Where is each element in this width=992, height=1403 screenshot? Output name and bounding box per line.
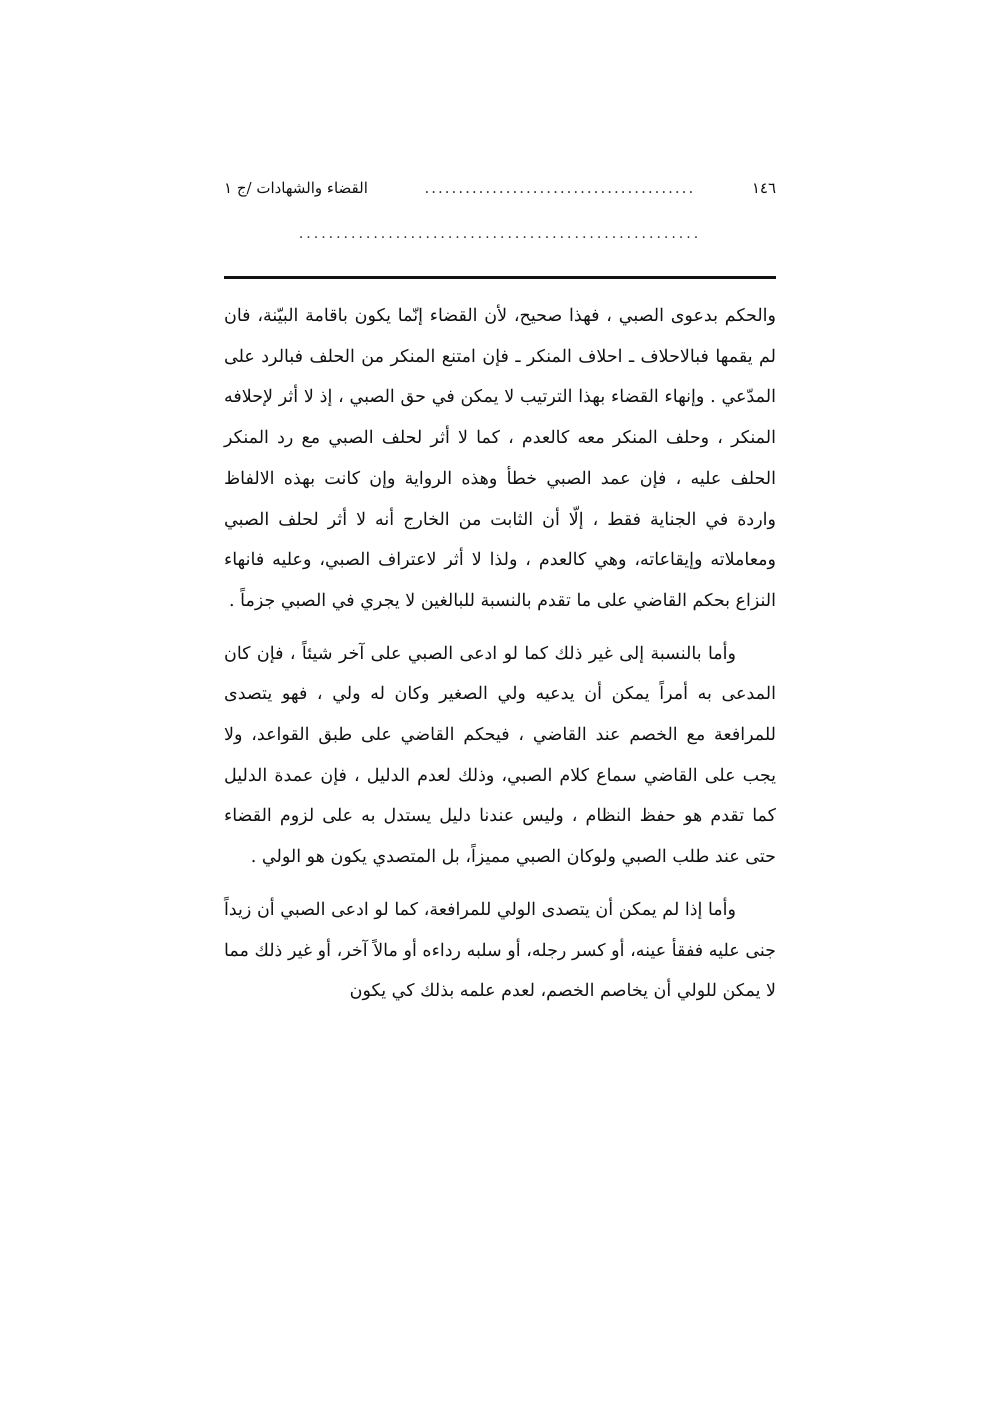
- header-dot-leader: ........................................: [424, 179, 696, 197]
- body-text: [224, 296, 776, 1012]
- page-number: ١٤٦: [751, 179, 776, 197]
- document-page: [224, 0, 776, 1403]
- paragraph-2: وأما بالنسبة إلى غير ذلك كما لو ادعى الصبي على آخر شيئاً ، فإن كان المدعى به أمراً يمكن أن يدعيه ولي الصغير وكان له ولي ، فهو يتصدى للمرافعة مع الخصم عند القاضي ، فيحكم القاضي على طبق القواعد، ولا يجب على القاضي سماع كلام الصبي، وذلك لعدم الدليل ، فإن عمدة الدليل كما تقدم هو حفظ النظام ، وليس عندنا دليل يستدل به على لزوم القضاء حتى عند طلب الصبي ولوكان الصبي مميزاً، بل المتصدي يكون هو الولي .: [224, 643, 776, 868]
- header-rule: [224, 276, 776, 279]
- paragraph-3: وأما إذا لم يمكن أن يتصدى الولي للمرافعة، كما لو ادعى الصبي أن زيداً جنى عليه ففقأ عينه، أو كسر رجله، أو سلبه رداءه أو مالاً آخر، أو غير ذلك مما لا يمكن للولي أن يخاصم الخصم، لعدم علمه بذلك كي يكون: [224, 899, 776, 1002]
- paragraph-1: والحكم بدعوى الصبي ، فهذا صحيح، لأن القضاء إنّما يكون باقامة البيّنة، فان لم يقمها فبالاحلاف ـ احلاف المنكر ـ فإن امتنع المنكر من الحلف فبالرد على المدّعي . وإنهاء القضاء بهذا الترتيب لا يمكن في حق الصبي ، إذ لا أثر لإحلافه المنكر ، وحلف المنكر معه كالعدم ، كما لا أثر لحلف الصبي مع رد المنكر الحلف عليه ، فإن عمد الصبي خطأ وهذه الرواية وإن كانت بهذه الالفاظ واردة في الجناية فقط ، إلّا أن الثابت من الخارج أنه لا أثر لحلف الصبي ومعاملاته وإيقاعاته، وهي كالعدم ، ولذا لا أثر لاعتراف الصبي، وعليه فانهاء النزاع بحكم القاضي على ما تقدم بالنسبة للبالغين لا يجري في الصبي جزماً .: [224, 306, 776, 611]
- book-title: القضاء والشهادات /ج ١: [224, 179, 368, 197]
- running-header: [224, 176, 776, 200]
- dotted-separator: ......................................................: [298, 226, 702, 242]
